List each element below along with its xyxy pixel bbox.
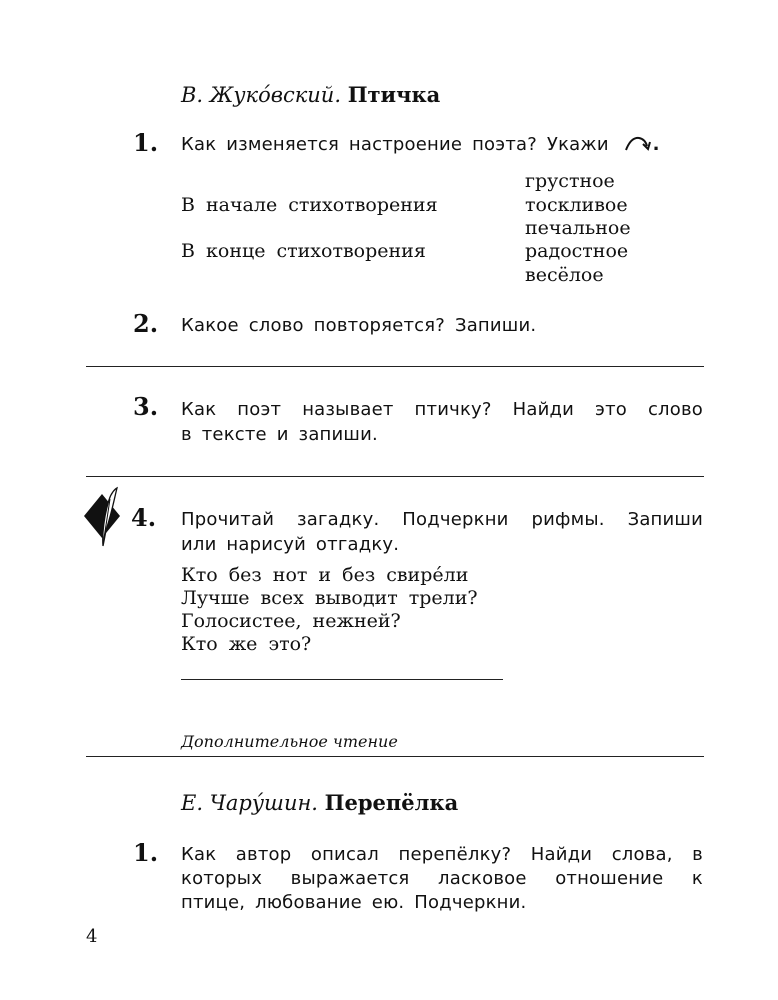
task-question-line: или нарисуй отгадку. (181, 534, 400, 555)
right-option: радостное (525, 240, 629, 262)
poem-line: Кто без нот и без свире́ли (181, 564, 469, 586)
answer-line[interactable] (86, 476, 704, 477)
task-question-line: птице, любование ею. Подчеркни. (181, 892, 527, 913)
task-question: Как изменяется настроение поэта? Укажи (181, 134, 609, 155)
left-option: В начале стихотворения (181, 194, 438, 216)
work-title: Перепёлка (324, 790, 459, 815)
task-question-line: Прочитай загадку. Подчеркни рифмы. Запиши (181, 509, 703, 530)
left-option: В конце стихотворения (181, 240, 426, 262)
feather-diamond-icon (80, 486, 124, 553)
task-number: 4. (131, 503, 157, 532)
page-number: 4 (86, 926, 98, 947)
poem-line: Голосистее, нежней? (181, 610, 401, 632)
supplementary-reading-label: Дополнительное чтение (181, 732, 398, 751)
task-question-line: которых выражается ласковое отношение к (181, 868, 703, 889)
right-option: печальное (525, 217, 631, 239)
author-name: В. Жуко́вский. (181, 83, 341, 107)
task-number: 1. (133, 838, 159, 867)
right-option: тоскливое (525, 194, 628, 216)
right-option: весёлое (525, 264, 604, 286)
task-text-end: . (652, 134, 660, 155)
task-question-line: Как автор описал перепёлку? Найди слова, в (181, 844, 703, 865)
task-question-line: в тексте и запиши. (181, 424, 378, 445)
section-title-zhukovsky (181, 82, 440, 107)
task-question-line: Как поэт называет птичку? Найди это слово (181, 399, 703, 420)
task-number: 3. (133, 392, 159, 421)
section-divider (86, 756, 704, 757)
poem-line: Кто же это? (181, 633, 312, 655)
right-option: грустное (525, 170, 615, 192)
task-number: 1. (133, 128, 159, 157)
answer-line[interactable] (86, 366, 704, 367)
curved-arrow-icon (623, 134, 653, 159)
poem-line: Лучше всех выводит трели? (181, 587, 478, 609)
task-question: Какое слово повторяется? Запиши. (181, 315, 537, 336)
answer-line[interactable] (181, 679, 503, 680)
author-name: Е. Чару́шин. (181, 791, 318, 815)
task-number: 2. (133, 309, 159, 338)
work-title: Птичка (347, 82, 441, 107)
riddle-poem (181, 564, 478, 656)
section-title-charushin (181, 790, 458, 815)
task-text (181, 132, 701, 159)
